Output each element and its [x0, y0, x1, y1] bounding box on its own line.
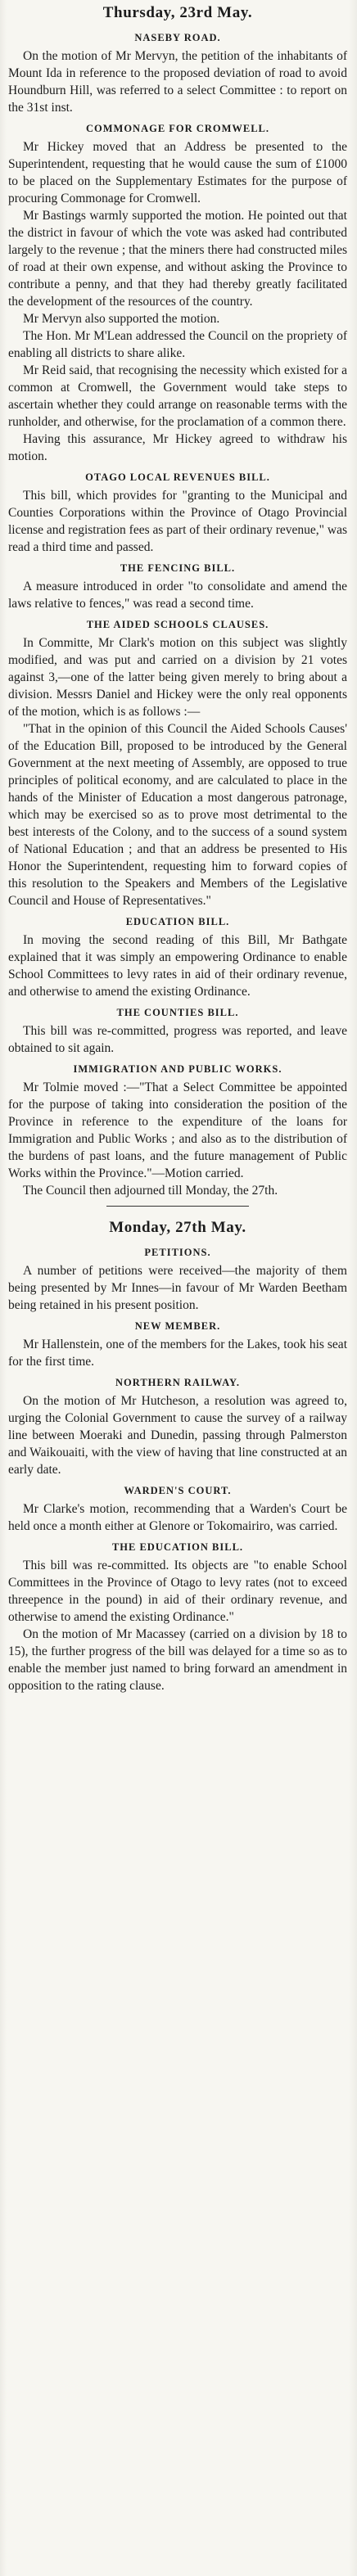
section-wardens-court — [8, 1485, 347, 1535]
paragraph: Mr Bastings warmly supported the motion. He pointed out that the district in favour of which the vote was asked had contributed largely to the revenue ; that the miners there had constructed miles of road at their own expense, and without asking the Province to contribute a penny, and that they had thereby greatly facilitated the development of the resources of the country. — [8, 209, 347, 309]
section-title: PETITIONS. — [144, 1247, 211, 1258]
paragraph: The Hon. Mr M'Lean addressed the Council on the propriety of enabling all districts to share alike. — [8, 329, 347, 360]
section-divider — [106, 1206, 249, 1207]
section-fencing-bill — [8, 562, 347, 612]
paragraph: Having this assurance, Mr Hickey agreed to withdraw his motion. — [8, 432, 347, 463]
paragraph: Mr Reid said, that recognising the necessity which existed for a common at Cromwell, the Government would take steps to ascertain whether they could arrange on reasonable terms with the runholder, and otherwise, for the proclamation of a common there. — [8, 363, 347, 429]
paragraph: This bill was re-committed. Its objects are "to enable School Committees in the Province of Otago to levy rates (not to exceed threepence in the pound) in aid of their ordinary revenue, and otherwise to amend the existing Ordinance." — [8, 1559, 347, 1624]
paragraph: This bill, which provides for "granting to the Municipal and Counties Corporations within the Province of Otago Provincial license and registration fees as part of their ordinary revenue," was read a third time and passed. — [8, 489, 347, 554]
section-education-bill — [8, 916, 347, 1000]
paragraph: On the motion of Mr Macassey (carried on a division by 18 to 15), the further progress of the bill was delayed for a time so as to enable the member just named to bring forward an amendment in opposition to the rating clause. — [8, 1627, 347, 1693]
paragraph: Mr Hallenstein, one of the members for the Lakes, took his seat for the first time. — [8, 1338, 347, 1369]
paragraph: A number of petitions were received—the majority of them being presented by Mr Innes—in favour of Mr Warden Beetham being retained in his present position. — [8, 1264, 347, 1312]
section-naseby-road — [8, 32, 347, 116]
section-northern-railway — [8, 1377, 347, 1478]
paragraph: Mr Mervyn also supported the motion. — [23, 312, 220, 326]
section-title: THE COUNTIES BILL. — [116, 1007, 239, 1018]
section-title: NORTHERN RAILWAY. — [115, 1377, 241, 1388]
section-title: THE FENCING BILL. — [120, 562, 236, 574]
date-heading: Thursday, 23rd May. — [102, 4, 253, 21]
section-otago-local-revenues-bill — [8, 471, 347, 556]
section-title: COMMONAGE FOR CROMWELL. — [85, 123, 270, 134]
section-counties-bill — [8, 1007, 347, 1057]
section-new-member — [8, 1320, 347, 1370]
paragraph: The Council then adjourned till Monday, the 27th. — [23, 1184, 278, 1198]
section-title: NEW MEMBER. — [134, 1320, 221, 1332]
paragraph: Mr Hickey moved that an Address be presented to the Superintendent, requesting that he would cause the sum of £1000 to be placed on the Supplementary Estimates for the purpose of procuring Commonage for Cromwell. — [8, 140, 347, 205]
paragraph: In moving the second reading of this Bill, Mr Bathgate explained that it was simply an empowering Ordinance to enable School Committees to levy rates in aid of their ordinary revenue, and otherwise to amend the existing Ordinance. — [8, 933, 347, 999]
paragraph: In Committe, Mr Clark's motion on this subject was slightly modified, and was put and carried on a division by 21 votes against 3,—one of the latter being given merely to bring about a division. Messrs Daniel and Hickey were the only real opponents of the motion, which is as follows :— — [8, 636, 347, 719]
section-title: NASEBY ROAD. — [134, 32, 221, 43]
section-petitions — [8, 1247, 347, 1314]
paragraph: Mr Tolmie moved :—"That a Select Committee be appointed for the purpose of taking into consideration the position of the Province in reference to the expenditure of the loans for Immigration and Public Works ; and also as to the distribution of the burdens of past loans, and the future management of Public Works within the Province."—Motion carried. — [8, 1080, 347, 1180]
paragraph: On the motion of Mr Hutcheson, a resolution was agreed to, urging the Colonial Government to cause the survey of a railway line between Moeraki and Dunedin, passing through Palmerston and Waikouaiti, with the view of having that line constructed at an early date. — [8, 1394, 347, 1477]
day-one — [8, 0, 347, 1199]
section-commonage-cromwell — [8, 123, 347, 465]
section-the-education-bill — [8, 1541, 347, 1694]
quoted-resolution: "That in the opinion of this Council the Aided Schools Causes' of the Education Bill, proposed to be introduced by the General Government at the next meeting of Assembly, are opposed to true principles of political economy, and are calculated to place in the hands of the Minister of Education a most dangerous patronage, which may be exercised so as to prove most detrimental to the best interests of the Colony, and to the success of a sound system of National Education ; and that an address be presented to His Honor the Superintendent, requesting him to forward copies of this resolution to the Speakers and Members of the Legislative Council and House of Representatives." — [8, 722, 347, 908]
section-title: OTAGO LOCAL REVENUES BILL. — [85, 471, 270, 483]
section-title: THE AIDED SCHOOLS CLAUSES. — [86, 619, 269, 630]
date-heading: Monday, 27th May. — [109, 1219, 246, 1236]
paragraph: This bill was re-committed, progress was reported, and leave obtained to sit again. — [8, 1024, 347, 1055]
day-two — [8, 1215, 347, 1694]
section-title: EDUCATION BILL. — [125, 916, 230, 927]
section-immigration-public-works — [8, 1063, 347, 1199]
section-aided-schools-clauses — [8, 619, 347, 909]
paragraph: On the motion of Mr Mervyn, the petition of the inhabitants of Mount Ida in reference to the proposed deviation of road to avoid Houndburn Hill, was referred to a select Committee : to report on the 31st inst. — [8, 49, 347, 115]
paragraph: A measure introduced in order "to consolidate and amend the laws relative to fences," was read a second time. — [8, 580, 347, 611]
section-title: IMMIGRATION AND PUBLIC WORKS. — [73, 1063, 282, 1075]
paragraph: Mr Clarke's motion, recommending that a Warden's Court be held once a month either at Glenore or Tokomairiro, was carried. — [8, 1502, 347, 1533]
section-title: WARDEN'S COURT. — [124, 1485, 232, 1496]
section-title: THE EDUCATION BILL. — [111, 1541, 244, 1553]
